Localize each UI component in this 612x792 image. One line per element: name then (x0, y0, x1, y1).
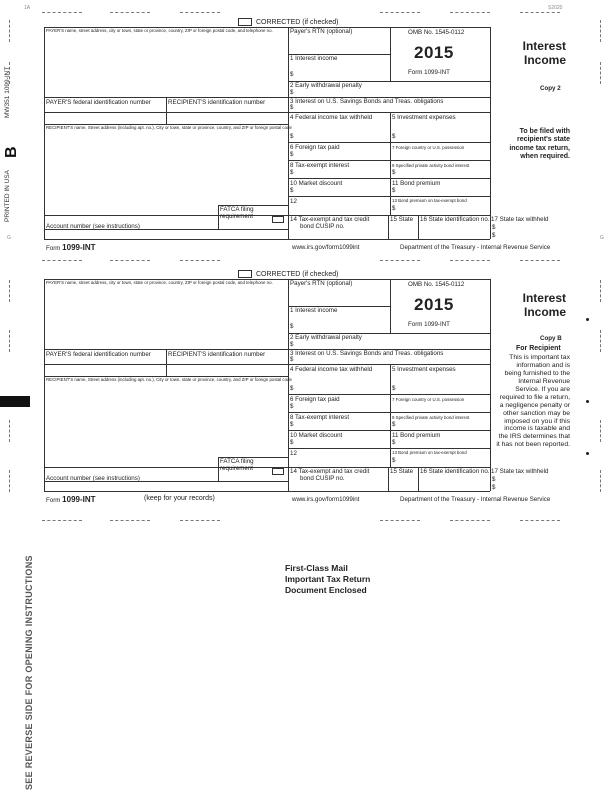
perforation-mark (9, 470, 10, 492)
perforation-mark (9, 20, 10, 42)
reverse-side-note: SEE REVERSE SIDE FOR OPENING INSTRUCTIONS (24, 555, 34, 790)
payer-name-label: PAYER'S name, street address, city or town, state or province, country, ZIP or foreign postal code, and telephone no. (46, 280, 273, 285)
form-number: Form 1099-INT (408, 69, 450, 76)
form-title: Interest Income (522, 39, 566, 67)
box3-label: 3 Interest on U.S. Savings Bonds and Treas. obligations (290, 350, 444, 357)
fatca-label: FATCA filing requirement (220, 206, 254, 220)
corrected-checkbox[interactable] (238, 18, 252, 26)
box10-dollar: $ (290, 439, 294, 446)
dot-mark (586, 318, 589, 321)
box7-label: 7 Foreign country or U.S. possession (392, 145, 465, 150)
tax-year: 2015 (414, 43, 454, 62)
box8-label: 8 Tax-exempt interest (290, 162, 350, 169)
perforation-mark (600, 330, 601, 352)
box5-label: 5 Investment expenses (392, 366, 456, 373)
dept-treasury: Department of the Treasury - Internal Revenue Service (400, 496, 551, 503)
perforation-mark (600, 280, 601, 302)
copyb-notice-line: information and is (516, 361, 570, 369)
box14-label: 14 Tax-exempt and tax credit bond CUSIP no. (290, 216, 370, 230)
perforation-mark (600, 470, 601, 492)
margin-mark-g: G (600, 235, 604, 241)
tax-year: 2015 (414, 295, 454, 314)
box13-dollar: $ (392, 457, 396, 464)
payer-fid-label: PAYER'S federal identification number (46, 99, 151, 106)
fatca-checkbox[interactable] (272, 468, 284, 475)
box2-dollar: $ (290, 89, 294, 96)
box17-dollar: $ (492, 476, 496, 483)
fatca-checkbox[interactable] (272, 216, 284, 223)
box17-label: 17 State tax withheld (491, 468, 549, 475)
window-mark (380, 12, 420, 13)
form-title: Interest Income (522, 291, 566, 319)
perforation-mark (9, 420, 10, 442)
copyb-notice-line: required to file a return, (499, 393, 570, 401)
perforation-mark (600, 62, 601, 84)
account-label: Account number (see instructions) (46, 223, 140, 230)
box17-dollar: $ (492, 224, 496, 231)
copyb-notice-line: a negligence penalty or (499, 401, 570, 409)
box3-dollar: $ (290, 356, 294, 363)
perforation-mark (9, 330, 10, 352)
box10-label: 10 Market discount (290, 432, 343, 439)
copy-label: Copy 2 (540, 85, 561, 92)
copyb-notice-line: it has not been reported. (496, 441, 570, 449)
copyb-notice-line: the IRS determines that (498, 433, 570, 441)
box12-label: 12 (290, 450, 297, 457)
omb-number: OMB No. 1545-0112 (408, 29, 465, 36)
box10-dollar: $ (290, 187, 294, 194)
recipient-name-label: RECIPIENT'S name, Street address (including apt. no.), City or town, state or province, country, and ZIP or foreign postal code (46, 377, 292, 382)
box6-dollar: $ (290, 403, 294, 410)
perforation-mark (9, 280, 10, 302)
payer-rtn-label: Payer's RTN (optional) (290, 28, 353, 35)
perforation-mark (9, 62, 10, 84)
recipient-name-label: RECIPIENT'S name, Street address (including apt. no.), City or town, state or province, country, and ZIP or foreign postal code (46, 125, 292, 130)
window-mark (450, 12, 490, 13)
recipient-id-label: RECIPIENT'S identification number (168, 351, 266, 358)
box2-label: 2 Early withdrawal penalty (290, 334, 362, 341)
side-printed: PRINTED IN USA (4, 169, 11, 222)
copyb-notice-line: Service. If you are (515, 385, 570, 393)
box11-dollar: $ (392, 187, 396, 194)
side-copy-letter: B (3, 146, 20, 158)
copy-label: Copy B (540, 335, 562, 342)
box6-label: 6 Foreign tax paid (290, 144, 340, 151)
box5-label: 5 Investment expenses (392, 114, 456, 121)
mailer-text (285, 563, 370, 596)
account-label: Account number (see instructions) (46, 475, 140, 482)
top-left-tag: 1A (24, 5, 31, 11)
box13-label: 13 Bond premium on tax-exempt bond (392, 450, 467, 455)
copyb-notice-line: other sanction may be (503, 409, 570, 417)
box7-label: 7 Foreign country or U.S. possession (392, 397, 465, 402)
box10-label: 10 Market discount (290, 180, 343, 187)
box16-label: 16 State identification no. (420, 216, 490, 223)
box8-dollar: $ (290, 421, 294, 428)
mailer-line: Document Enclosed (285, 585, 367, 596)
black-registration-bar (0, 396, 30, 407)
top-right-tag: S2020 (548, 5, 563, 11)
copyb-notice-line: imposed on you if this (504, 417, 570, 425)
dept-treasury: Department of the Treasury - Internal Revenue Service (400, 244, 551, 251)
box4-label: 4 Federal income tax withheld (290, 114, 373, 121)
box3-label: 3 Interest on U.S. Savings Bonds and Treas. obligations (290, 98, 444, 105)
box15-label: 15 State (390, 216, 414, 223)
mailer-line: Important Tax Return (285, 574, 371, 585)
window-mark (180, 12, 220, 13)
box2-label: 2 Early withdrawal penalty (290, 82, 362, 89)
box9-label: 9 Specified private activity bond interest (392, 163, 470, 168)
box11-label: 11 Bond premium (392, 180, 441, 187)
box2-dollar: $ (290, 341, 294, 348)
box11-dollar: $ (392, 439, 396, 446)
copyb-notice-line: income is taxable and (504, 425, 570, 433)
dot-mark (586, 400, 589, 403)
mailer-line: First-Class Mail (285, 563, 348, 573)
box1-label: 1 Interest income (290, 307, 338, 314)
corrected-checkbox[interactable] (238, 270, 252, 278)
box17-label: 17 State tax withheld (491, 216, 549, 223)
payer-name-label: PAYER'S name, street address, city or town, state or province, country, ZIP or foreign postal code, and telephone no. (46, 28, 273, 33)
box1-dollar: $ (290, 323, 294, 330)
box9-dollar: $ (392, 169, 396, 176)
fatca-label: FATCA filing requirement (220, 458, 254, 472)
form-number: Form 1099-INT (408, 321, 450, 328)
box8-dollar: $ (290, 169, 294, 176)
irs-url: www.irs.gov/form1099int (292, 244, 360, 251)
irs-url: www.irs.gov/form1099int (292, 496, 360, 503)
copyb-notice-line: Internal Revenue (518, 377, 570, 385)
copyb-notice (494, 354, 570, 449)
box6-label: 6 Foreign tax paid (290, 396, 340, 403)
box4-dollar: $ (290, 385, 294, 392)
corrected-label: CORRECTED (if checked) (256, 271, 339, 278)
box15-label: 15 State (390, 468, 414, 475)
box13-label: 13 Bond premium on tax-exempt bond (392, 198, 467, 203)
footer-form: Form 1099-INT (46, 243, 96, 252)
box12-label: 12 (290, 198, 297, 205)
box1-dollar: $ (290, 71, 294, 78)
copy2-instructions: To be filed with recipient's state income tax return, when required. (509, 128, 570, 161)
margin-mark-g: G (7, 235, 11, 241)
keep-records-note: (keep for your records) (144, 495, 215, 502)
omb-number: OMB No. 1545-0112 (408, 281, 465, 288)
recipient-id-label: RECIPIENT'S identification number (168, 99, 266, 106)
corrected-label: CORRECTED (if checked) (256, 19, 339, 26)
copyb-notice-line: being furnished to the (504, 369, 570, 377)
box14-label: 14 Tax-exempt and tax credit bond CUSIP no. (290, 468, 370, 482)
box4-dollar: $ (290, 133, 294, 140)
for-recipient-label: For Recipient (516, 345, 561, 352)
box9-label: 9 Specified private activity bond interest (392, 415, 470, 420)
copyb-notice-line: This is important tax (509, 354, 570, 361)
box1-label: 1 Interest income (290, 55, 338, 62)
box17-dollar: $ (492, 232, 496, 239)
dot-mark (586, 452, 589, 455)
box8-label: 8 Tax-exempt interest (290, 414, 350, 421)
payer-fid-label: PAYER'S federal identification number (46, 351, 151, 358)
box5-dollar: $ (392, 385, 396, 392)
perforation-mark (600, 420, 601, 442)
perforation-mark (600, 20, 601, 42)
window-mark (520, 12, 560, 13)
box13-dollar: $ (392, 205, 396, 212)
box5-dollar: $ (392, 133, 396, 140)
payer-rtn-label: Payer's RTN (optional) (290, 280, 353, 287)
box17-dollar: $ (492, 484, 496, 491)
box9-dollar: $ (392, 421, 396, 428)
box16-label: 16 State identification no. (420, 468, 490, 475)
box6-dollar: $ (290, 151, 294, 158)
side-form-code: MW351 1099-INT (4, 66, 11, 118)
window-mark (110, 12, 150, 13)
box4-label: 4 Federal income tax withheld (290, 366, 373, 373)
footer-form: Form 1099-INT (46, 495, 96, 504)
window-mark (42, 12, 82, 13)
box3-dollar: $ (290, 104, 294, 111)
box11-label: 11 Bond premium (392, 432, 441, 439)
